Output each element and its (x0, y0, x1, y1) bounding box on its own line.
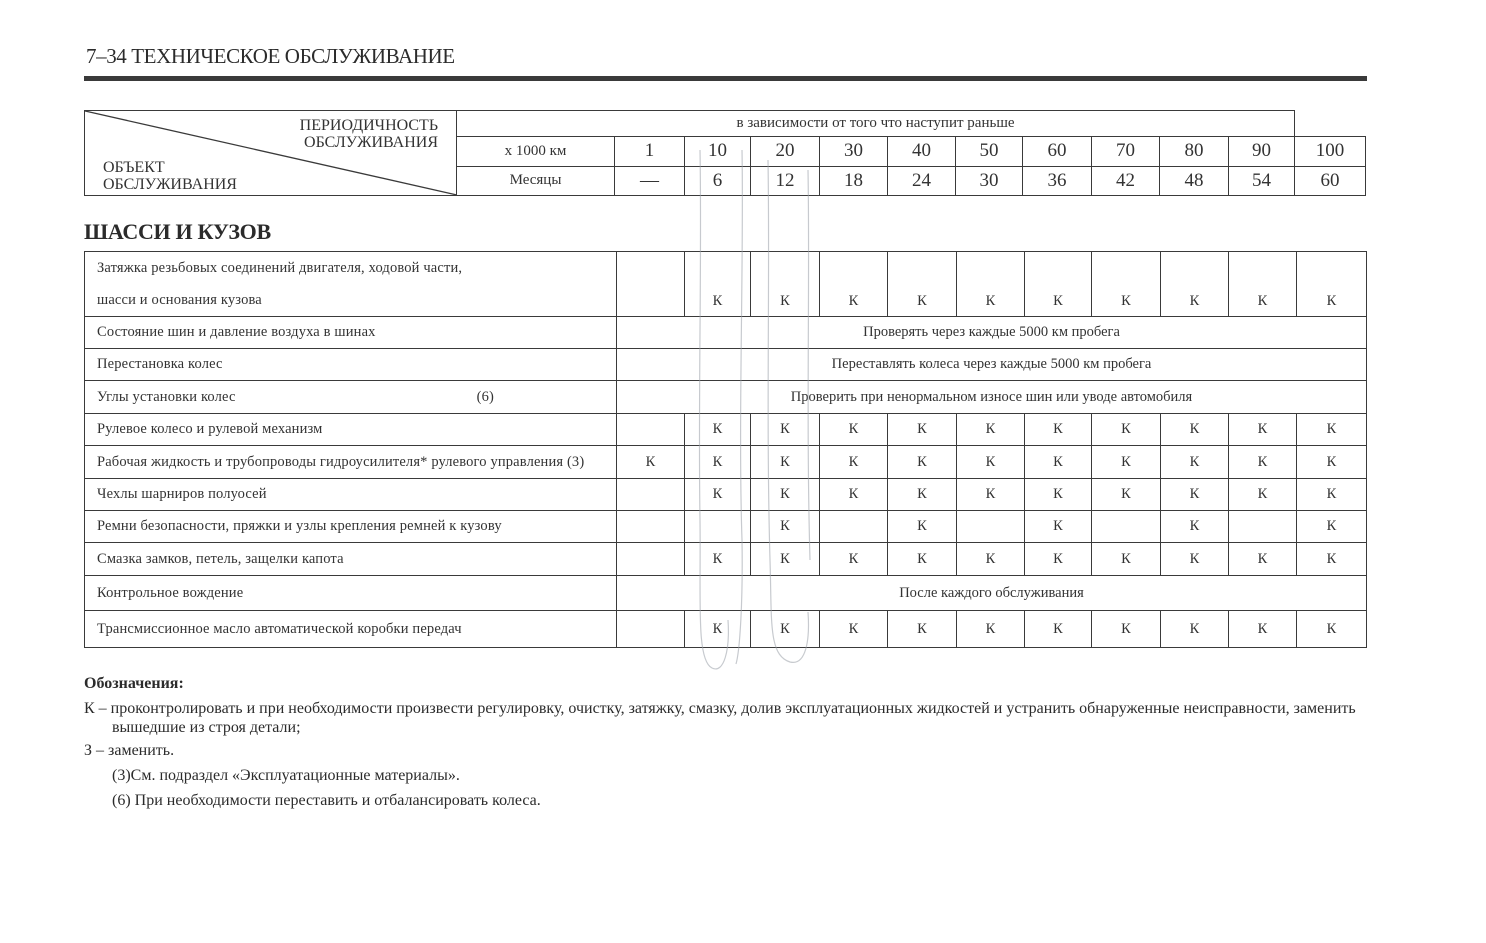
item-mark-cell: К (820, 414, 888, 446)
months-value-cell: — (615, 166, 685, 195)
item-mark-cell: К (1161, 511, 1229, 543)
item-mark-cell (685, 511, 751, 543)
item-mark-cell (1229, 511, 1297, 543)
item-mark-cell (617, 414, 685, 446)
item-mark-cell: К (820, 479, 888, 511)
months-value-cell: 6 (685, 166, 751, 195)
item-mark-cell: К (1229, 543, 1297, 576)
item-mark-cell: К (1229, 252, 1297, 317)
item-mark-cell: К (888, 414, 957, 446)
object-label-line1: ОБЪЕКТ (103, 159, 165, 176)
item-mark-cell: К (1092, 446, 1161, 479)
item-mark-cell: К (957, 414, 1025, 446)
item-mark-cell: К (1025, 252, 1092, 317)
legend-z-definition: З – заменить. (84, 742, 175, 759)
item-mark-cell: К (751, 479, 820, 511)
item-mark-cell: К (1025, 479, 1092, 511)
item-name: Перестановка колес (97, 356, 223, 372)
item-name-cell (85, 611, 617, 648)
period-label (300, 117, 438, 151)
item-mark-cell: К (820, 446, 888, 479)
item-name: Состояние шин и давление воздуха в шинах (97, 324, 376, 340)
item-mark-cell: К (1025, 446, 1092, 479)
item-mark-cell: К (1229, 479, 1297, 511)
months-value-cell: 54 (1229, 166, 1295, 195)
months-value-cell: 24 (888, 166, 956, 195)
item-mark-cell: К (1092, 414, 1161, 446)
months-value-cell: 42 (1092, 166, 1160, 195)
item-mark-cell: К (820, 252, 888, 317)
legend-note-6: (6) При необходимости переставить и отбалансировать колеса. (112, 792, 541, 809)
item-mark-cell: К (888, 611, 957, 648)
legend-note-3: (3)См. подраздел «Эксплуатационные материалы». (112, 767, 460, 784)
km-value-cell: 1 (615, 137, 685, 166)
months-value-cell: 30 (956, 166, 1023, 195)
item-mark-cell: К (820, 611, 888, 648)
km-value-cell: 10 (685, 137, 751, 166)
km-value-cell: 80 (1160, 137, 1229, 166)
item-mark-cell: К (1025, 414, 1092, 446)
object-label (103, 159, 237, 193)
item-mark-cell: К (957, 479, 1025, 511)
item-name-cell (85, 349, 617, 381)
item-mark-cell: К (1161, 414, 1229, 446)
item-mark-cell: К (888, 511, 957, 543)
item-mark-cell: К (751, 611, 820, 648)
km-value-cell: 100 (1295, 137, 1366, 166)
item-mark-cell: К (1161, 479, 1229, 511)
item-mark-cell: К (957, 543, 1025, 576)
item-name: Трансмиссионное масло автоматической коробки передач (97, 620, 462, 637)
table-row (85, 317, 1367, 349)
months-value-cell: 36 (1023, 166, 1092, 195)
item-name: Ремни безопасности, пряжки и узлы крепления ремней к кузову (97, 518, 502, 534)
item-mark-cell (957, 511, 1025, 543)
table-row (85, 479, 1367, 511)
table-row (85, 381, 1367, 414)
legend-title: Обозначения: (84, 675, 184, 692)
item-mark-cell (1092, 511, 1161, 543)
item-mark-cell: К (1297, 511, 1367, 543)
item-mark-cell: К (1092, 543, 1161, 576)
item-name-cell (85, 414, 617, 446)
table-row (85, 414, 1367, 446)
item-mark-cell: К (685, 252, 751, 317)
item-mark-cell (617, 252, 685, 317)
maintenance-items-table (84, 251, 1367, 648)
item-mark-cell: К (888, 446, 957, 479)
item-mark-cell: К (1092, 252, 1161, 317)
item-mark-cell: К (1025, 611, 1092, 648)
item-mark-cell: К (1297, 479, 1367, 511)
item-mark-cell: К (751, 511, 820, 543)
months-label: Месяцы (457, 166, 615, 195)
legend-k-definition: К – проконтролировать и при необходимости произвести регулировку, очистку, затяжку, смазку, долив эксплуатационных жидкостей и устранить обнаруженные неисправности, заменить вышедшие из строя детали; (84, 700, 1356, 736)
item-note-ref: (6) (476, 388, 494, 405)
item-name: Рулевое колесо и рулевой механизм (97, 421, 323, 437)
item-mark-cell: К (1297, 414, 1367, 446)
item-name-cell (85, 543, 617, 576)
item-mark-cell: К (1161, 543, 1229, 576)
whichever-first-label: в зависимости от того что наступит раньше (457, 111, 1295, 137)
object-label-line2: ОБСЛУЖИВАНИЯ (103, 176, 237, 193)
km-value-cell: 20 (751, 137, 820, 166)
item-name-cell (85, 381, 617, 414)
legend (84, 674, 1374, 810)
item-mark-cell: К (1297, 543, 1367, 576)
period-label-line1: ПЕРИОДИЧНОСТЬ (299, 117, 438, 134)
item-mark-cell: К (1025, 543, 1092, 576)
item-mark-cell: К (685, 414, 751, 446)
item-mark-cell: К (1161, 611, 1229, 648)
item-mark-cell: К (888, 543, 957, 576)
item-mark-cell: К (1229, 414, 1297, 446)
km-value-cell: 60 (1023, 137, 1092, 166)
item-mark-cell: К (751, 414, 820, 446)
table-row (85, 543, 1367, 576)
months-value-cell: 60 (1295, 166, 1366, 195)
item-mark-cell (820, 511, 888, 543)
km-value-cell: 70 (1092, 137, 1160, 166)
item-mark-cell: К (685, 611, 751, 648)
item-mark-cell: К (957, 611, 1025, 648)
item-name: Рабочая жидкость и трубопроводы гидроусилителя* рулевого управления (3) (97, 453, 585, 470)
item-mark-cell: К (1297, 252, 1367, 317)
item-mark-cell: К (820, 543, 888, 576)
item-mark-cell: К (1025, 511, 1092, 543)
item-mark-cell: К (1297, 446, 1367, 479)
item-interval-text: Переставлять колеса через каждые 5000 км пробега (617, 349, 1367, 381)
item-mark-cell: К (888, 479, 957, 511)
item-mark-cell: К (617, 446, 685, 479)
item-name-cell (85, 252, 617, 317)
item-name-cell (85, 576, 617, 611)
item-name: Чехлы шарниров полуосей (97, 486, 267, 502)
item-mark-cell: К (1161, 252, 1229, 317)
table-row (85, 446, 1367, 479)
table-row (85, 611, 1367, 648)
km-value-cell: 30 (820, 137, 888, 166)
item-mark-cell: К (957, 252, 1025, 317)
item-mark-cell: К (1229, 611, 1297, 648)
page-title: 7–34 ТЕХНИЧЕСКОЕ ОБСЛУЖИВАНИЕ (86, 44, 455, 68)
item-mark-cell: К (888, 252, 957, 317)
item-interval-text: После каждого обслуживания (617, 576, 1367, 611)
months-value-cell: 18 (820, 166, 888, 195)
table-row (85, 576, 1367, 611)
item-mark-cell: К (1229, 446, 1297, 479)
item-mark-cell: К (751, 543, 820, 576)
item-name-cell (85, 479, 617, 511)
item-mark-cell: К (1092, 479, 1161, 511)
item-mark-cell (617, 543, 685, 576)
item-mark-cell (617, 479, 685, 511)
diagonal-header-cell (85, 111, 457, 196)
months-value-cell: 48 (1160, 166, 1229, 195)
item-name-line1: Затяжка резьбовых соединений двигателя, ходовой части, (97, 260, 463, 276)
item-mark-cell: К (685, 479, 751, 511)
header-rule (84, 76, 1367, 81)
item-mark-cell: К (751, 252, 820, 317)
item-mark-cell: К (1092, 611, 1161, 648)
item-name-cell (85, 511, 617, 543)
item-name: Контрольное вождение (97, 584, 244, 601)
item-mark-cell (617, 511, 685, 543)
km-label: х 1000 км (457, 137, 615, 166)
table-row (85, 349, 1367, 381)
item-name: Смазка замков, петель, защелки капота (97, 550, 344, 567)
item-mark-cell: К (1297, 611, 1367, 648)
period-label-line2: ОБСЛУЖИВАНИЯ (304, 134, 438, 151)
section-title: ШАССИ И КУЗОВ (84, 219, 271, 244)
schedule-header-table (84, 110, 1366, 196)
item-interval-text: Проверять через каждые 5000 км пробега (617, 317, 1367, 349)
item-mark-cell: К (685, 543, 751, 576)
item-mark-cell: К (1161, 446, 1229, 479)
table-row (85, 511, 1367, 543)
item-name-cell (85, 446, 617, 479)
item-mark-cell: К (751, 446, 820, 479)
item-name: Углы установки колес (97, 388, 236, 405)
item-interval-text: Проверить при ненормальном износе шин или уводе автомобиля (617, 381, 1367, 414)
item-name-line2: шасси и основания кузова (97, 292, 262, 308)
km-value-cell: 90 (1229, 137, 1295, 166)
item-mark-cell: К (957, 446, 1025, 479)
item-mark-cell: К (685, 446, 751, 479)
item-name-cell (85, 317, 617, 349)
km-value-cell: 40 (888, 137, 956, 166)
km-value-cell: 50 (956, 137, 1023, 166)
months-value-cell: 12 (751, 166, 820, 195)
table-row (85, 252, 1367, 317)
item-mark-cell (617, 611, 685, 648)
